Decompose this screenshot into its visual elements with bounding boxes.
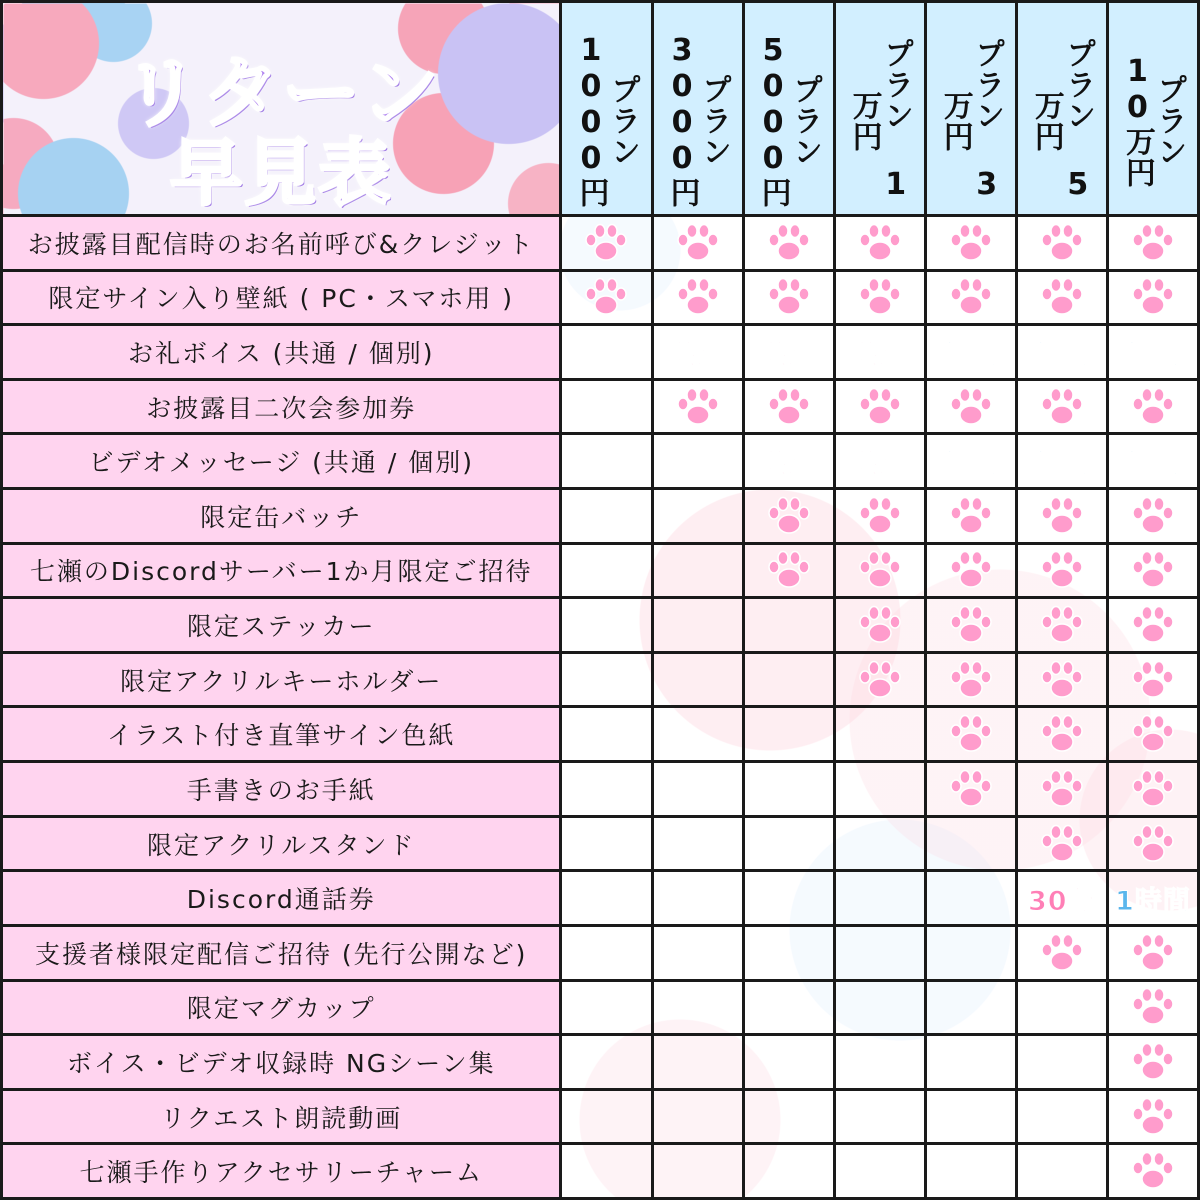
plan-header <box>1016 2 1107 216</box>
title-line-1: リターン <box>122 49 441 139</box>
plan-cell <box>834 1089 925 1144</box>
paw-icon <box>1039 496 1085 536</box>
plan-cell <box>1107 1089 1198 1144</box>
paw-icon <box>583 277 629 317</box>
item-label: 支援者様限定配信ご招待 (先行公開など) <box>2 925 561 980</box>
plan-cell <box>925 762 1016 817</box>
plan-cell <box>1107 652 1198 707</box>
item-label: 七瀬のDiscordサーバー1か月限定ご招待 <box>2 543 561 598</box>
title-logo <box>2 2 561 216</box>
table-row <box>2 216 1199 271</box>
paw-icon <box>948 496 994 536</box>
plan-cell <box>925 1144 1016 1199</box>
paw-icon <box>1039 769 1085 809</box>
plan-cell <box>1016 216 1107 271</box>
paw-icon <box>1130 550 1176 590</box>
paw-icon <box>857 223 903 263</box>
plan-cell <box>1107 1144 1198 1199</box>
paw-icon <box>948 223 994 263</box>
plan-cell <box>652 1144 743 1199</box>
plan-cell <box>743 1089 834 1144</box>
plan-cell <box>743 379 834 434</box>
paw-icon <box>1039 660 1085 700</box>
plan-cell <box>561 707 652 762</box>
plan-cell <box>652 980 743 1035</box>
cell-tag: 共通 <box>760 448 817 480</box>
plan-cell <box>1016 489 1107 544</box>
plan-cell <box>743 707 834 762</box>
plan-cell <box>834 1144 925 1199</box>
paw-icon <box>948 714 994 754</box>
plan-cell <box>925 270 1016 325</box>
plan-cell <box>834 543 925 598</box>
item-label: お披露目配信時のお名前呼び&クレジット <box>2 216 561 271</box>
plan-cell <box>652 871 743 926</box>
cell-tag: 1時間 <box>1115 885 1191 917</box>
plan-cell <box>652 543 743 598</box>
paw-icon <box>948 550 994 590</box>
item-label: 限定アクリルスタンド <box>2 816 561 871</box>
plan-cell <box>834 980 925 1035</box>
paw-icon <box>857 277 903 317</box>
item-label: イラスト付き直筆サイン色紙 <box>2 707 561 762</box>
plan-cell <box>1016 707 1107 762</box>
plan-cell <box>652 762 743 817</box>
item-label: 限定ステッカー <box>2 598 561 653</box>
plan-cell <box>925 379 1016 434</box>
plan-cell <box>561 270 652 325</box>
plan-cell <box>561 816 652 871</box>
plan-cell <box>1016 379 1107 434</box>
plan-cell <box>652 489 743 544</box>
paw-icon <box>948 605 994 645</box>
plan-header <box>652 2 743 216</box>
plan-cell <box>1016 270 1107 325</box>
paw-icon <box>675 277 721 317</box>
plan-cell <box>925 652 1016 707</box>
plan-cell <box>743 598 834 653</box>
cell-tag: 共通 <box>851 448 908 480</box>
plan-cell <box>743 216 834 271</box>
paw-icon <box>1130 987 1176 1027</box>
plan-cell <box>834 379 925 434</box>
plan-cell <box>561 871 652 926</box>
paw-icon <box>857 496 903 536</box>
plan-cell <box>925 598 1016 653</box>
plan-cell <box>561 325 652 380</box>
plan-cell <box>743 1144 834 1199</box>
plan-cell <box>652 707 743 762</box>
plan-cell <box>743 270 834 325</box>
plan-cell <box>561 543 652 598</box>
table-row <box>2 1144 1199 1199</box>
plan-cell <box>652 379 743 434</box>
plan-cell <box>1107 379 1198 434</box>
plan-cell <box>1107 434 1198 489</box>
table-row <box>2 871 1199 926</box>
plan-cell <box>561 379 652 434</box>
paw-icon <box>766 496 812 536</box>
paw-icon <box>1130 223 1176 263</box>
table-row <box>2 980 1199 1035</box>
plan-name: プラン 1万円 <box>846 38 914 203</box>
plan-cell <box>925 707 1016 762</box>
paw-icon <box>1130 605 1176 645</box>
item-label: Discord通話券 <box>2 871 561 926</box>
paw-icon <box>1130 496 1176 536</box>
item-label: ビデオメッセージ (共通 / 個別) <box>2 434 561 489</box>
plan-cell <box>652 1035 743 1090</box>
plan-cell <box>561 1035 652 1090</box>
plan-cell <box>834 1035 925 1090</box>
paw-icon <box>1130 277 1176 317</box>
plan-cell <box>743 762 834 817</box>
table-row <box>2 543 1199 598</box>
paw-icon <box>1130 824 1176 864</box>
plan-cell <box>1107 980 1198 1035</box>
paw-icon <box>766 550 812 590</box>
plan-cell <box>743 434 834 489</box>
plan-cell <box>1016 871 1107 926</box>
paw-icon <box>675 223 721 263</box>
plan-cell <box>652 434 743 489</box>
paw-icon <box>1130 1097 1176 1137</box>
plan-cell <box>561 980 652 1035</box>
item-label: 限定アクリルキーホルダー <box>2 652 561 707</box>
paw-icon <box>1130 933 1176 973</box>
cell-tag: 個別 <box>942 448 999 480</box>
plan-cell <box>834 816 925 871</box>
table-row <box>2 816 1199 871</box>
plan-cell <box>1107 598 1198 653</box>
cell-tag: 個別 <box>942 339 999 371</box>
paw-icon <box>1130 1151 1176 1191</box>
plan-header <box>925 2 1016 216</box>
plan-cell <box>925 1035 1016 1090</box>
title-line-2: 早見表 <box>170 131 393 215</box>
paw-icon <box>1130 387 1176 427</box>
table-row <box>2 707 1199 762</box>
plan-cell <box>561 1144 652 1199</box>
item-label: リクエスト朗読動画 <box>2 1089 561 1144</box>
plan-cell <box>925 816 1016 871</box>
plan-name: プラン 1000円 <box>573 33 640 208</box>
plan-cell <box>652 598 743 653</box>
plan-cell <box>834 871 925 926</box>
plan-cell <box>1107 816 1198 871</box>
paw-icon <box>1039 824 1085 864</box>
plan-cell <box>1107 871 1198 926</box>
plan-header <box>743 2 834 216</box>
plan-cell <box>925 325 1016 380</box>
plan-cell <box>743 1035 834 1090</box>
item-label: お礼ボイス (共通 / 個別) <box>2 325 561 380</box>
plan-cell <box>652 925 743 980</box>
item-label: お披露目二次会参加券 <box>2 379 561 434</box>
paw-icon <box>766 223 812 263</box>
table-row <box>2 270 1199 325</box>
cell-tag: 個別 <box>1124 339 1181 371</box>
table-row <box>2 434 1199 489</box>
plan-cell <box>834 652 925 707</box>
plan-cell <box>1016 543 1107 598</box>
paw-icon <box>948 387 994 427</box>
plan-cell <box>1107 543 1198 598</box>
plan-cell <box>1107 270 1198 325</box>
plan-cell <box>834 925 925 980</box>
plan-cell <box>743 489 834 544</box>
item-label: 限定缶バッチ <box>2 489 561 544</box>
item-label: 手書きのお手紙 <box>2 762 561 817</box>
paw-icon <box>948 277 994 317</box>
plan-cell <box>1107 707 1198 762</box>
plan-name: プラン 3万円 <box>937 38 1005 203</box>
paw-icon <box>1130 1042 1176 1082</box>
cell-tag: 30分 <box>1028 885 1096 917</box>
table-row <box>2 325 1199 380</box>
plan-cell <box>561 762 652 817</box>
plan-name: プラン 10万円 <box>1119 53 1187 188</box>
plan-cell <box>1016 925 1107 980</box>
paw-icon <box>857 550 903 590</box>
returns-rows <box>2 216 1199 1199</box>
plan-cell <box>652 270 743 325</box>
plan-cell <box>1107 1035 1198 1090</box>
cell-tag: 個別 <box>1124 448 1181 480</box>
paw-icon <box>1039 605 1085 645</box>
paw-icon <box>1039 387 1085 427</box>
plan-cell <box>561 434 652 489</box>
plan-cell <box>1016 1035 1107 1090</box>
paw-icon <box>1039 550 1085 590</box>
item-label: 七瀬手作りアクセサリーチャーム <box>2 1144 561 1199</box>
plan-cell <box>1016 1089 1107 1144</box>
plan-cell <box>652 652 743 707</box>
plan-cell <box>743 816 834 871</box>
plan-cell <box>834 270 925 325</box>
paw-icon <box>1130 660 1176 700</box>
cell-tag: 個別 <box>1033 448 1090 480</box>
item-label: ボイス・ビデオ収録時 NGシーン集 <box>2 1035 561 1090</box>
plan-cell <box>743 325 834 380</box>
table-row <box>2 598 1199 653</box>
plan-cell <box>834 707 925 762</box>
plan-cell <box>834 325 925 380</box>
paw-icon <box>1130 714 1176 754</box>
plan-name: プラン 3000円 <box>664 33 732 208</box>
plan-cell <box>1016 434 1107 489</box>
plan-cell <box>561 925 652 980</box>
plan-cell <box>925 925 1016 980</box>
plan-cell <box>1016 980 1107 1035</box>
paw-icon <box>857 660 903 700</box>
plan-cell <box>1107 925 1198 980</box>
paw-icon <box>766 387 812 427</box>
plan-cell <box>561 216 652 271</box>
plan-cell <box>652 216 743 271</box>
table-row <box>2 762 1199 817</box>
plan-cell <box>925 434 1016 489</box>
plan-cell <box>561 598 652 653</box>
plan-cell <box>743 980 834 1035</box>
paw-icon <box>1039 277 1085 317</box>
plan-header <box>834 2 925 216</box>
plan-cell <box>1016 816 1107 871</box>
plan-name: プラン 5000円 <box>755 33 823 208</box>
plan-header <box>561 2 652 216</box>
cell-tag: 共通 <box>851 339 908 371</box>
cell-tag: 共通 <box>760 339 817 371</box>
plan-cell <box>1016 598 1107 653</box>
plan-cell <box>925 543 1016 598</box>
paw-icon <box>857 387 903 427</box>
plan-cell <box>1107 489 1198 544</box>
plan-name: プラン 5万円 <box>1028 38 1096 203</box>
plan-cell <box>925 1089 1016 1144</box>
plan-cell <box>652 1089 743 1144</box>
table-row <box>2 1035 1199 1090</box>
plan-cell <box>925 871 1016 926</box>
plan-cell <box>1016 325 1107 380</box>
plan-cell <box>925 489 1016 544</box>
plan-cell <box>1016 762 1107 817</box>
item-label: 限定サイン入り壁紙 ( PC・スマホ用 ) <box>2 270 561 325</box>
plan-cell <box>834 489 925 544</box>
plan-cell <box>834 598 925 653</box>
paw-icon <box>1130 769 1176 809</box>
plan-cell <box>1016 652 1107 707</box>
plan-cell <box>834 216 925 271</box>
plan-cell <box>1107 216 1198 271</box>
plan-header <box>1107 2 1198 216</box>
plan-cell <box>652 816 743 871</box>
table-row <box>2 652 1199 707</box>
paw-icon <box>1039 933 1085 973</box>
plan-cell <box>1016 1144 1107 1199</box>
plan-cell <box>561 1089 652 1144</box>
paw-icon <box>948 660 994 700</box>
paw-icon <box>1039 714 1085 754</box>
cell-tag: 共通 <box>669 339 726 371</box>
paw-icon <box>675 387 721 427</box>
table-row <box>2 925 1199 980</box>
item-label: 限定マグカップ <box>2 980 561 1035</box>
plan-cell <box>834 434 925 489</box>
table-row <box>2 1089 1199 1144</box>
header-row <box>2 2 1199 216</box>
plan-cell <box>652 325 743 380</box>
plan-cell <box>743 925 834 980</box>
plan-cell <box>925 216 1016 271</box>
plan-cell <box>743 652 834 707</box>
paw-icon <box>583 223 629 263</box>
paw-icon <box>766 277 812 317</box>
table-row <box>2 489 1199 544</box>
table-row <box>2 379 1199 434</box>
paw-icon <box>1039 223 1085 263</box>
plan-cell <box>561 489 652 544</box>
paw-icon <box>948 769 994 809</box>
plan-cell <box>834 762 925 817</box>
plan-cell <box>1107 762 1198 817</box>
plan-cell <box>743 871 834 926</box>
plan-cell <box>925 980 1016 1035</box>
cell-tag: 個別 <box>1033 339 1090 371</box>
plan-cell <box>743 543 834 598</box>
plan-cell <box>561 652 652 707</box>
plan-cell <box>1107 325 1198 380</box>
paw-icon <box>857 605 903 645</box>
